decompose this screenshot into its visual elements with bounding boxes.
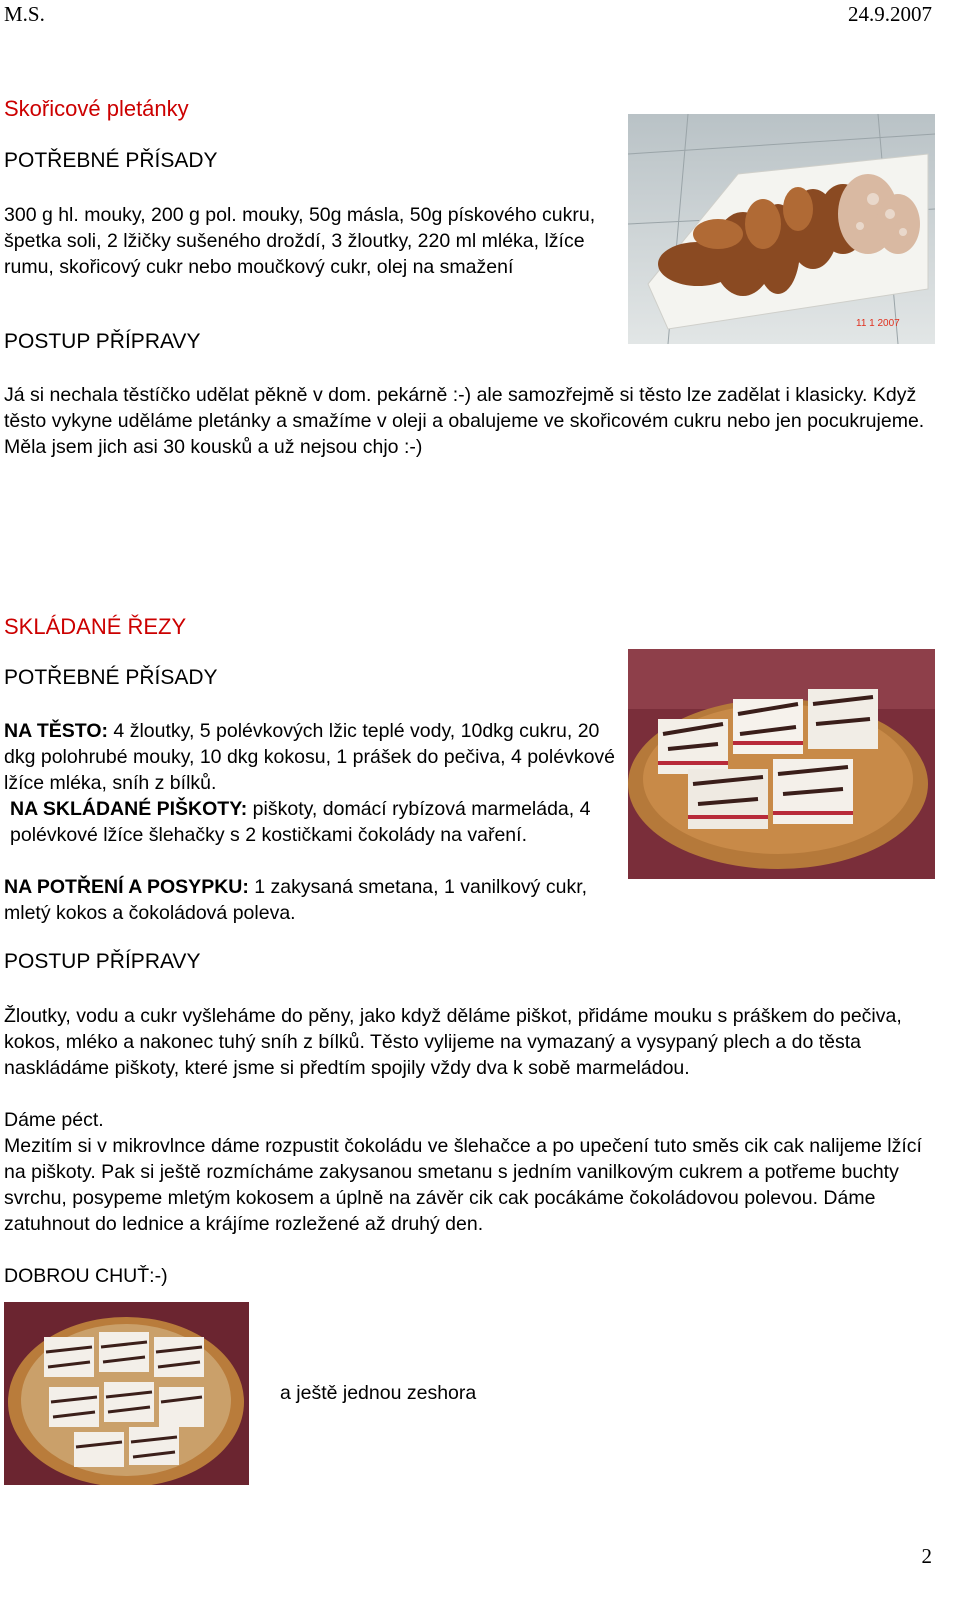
- recipe1-method: Já si nechala těstíčko udělat pěkně v dom. pekárně :-) ale samozřejmě si těsto lze zadělat i klasicky. Když těsto vykyne uděláme pletánky a smažíme v oleji a obalujeme ve skořicovém cukru nebo jen pocukrujeme. Měla jsem jich asi 30 kousků a už nejsou chjo :-): [4, 384, 925, 458]
- page-number: 2: [921, 1544, 932, 1568]
- recipe2-ingredients-topping: [4, 874, 634, 926]
- pastry-photo: [628, 114, 935, 344]
- header-date: 24.9.2007: [848, 2, 932, 26]
- cake-top-photo: [4, 1302, 249, 1485]
- recipe1-ingredients-heading: POTŘEBNÉ PŘÍSADY: [4, 149, 218, 172]
- recipe2-method-3: Mezitím si v mikrovlnce dáme rozpustit čokoládu ve šlehačce a po upečení tuto směs cik cak nalijeme lžící na piškoty. Pak si ještě rozmícháme zakysanou smetanu s jedním vanilkovým cukrem a potřeme buchty svrchu, posypeme mletým kokosem a úplně na závěr cik cak pocákáme čokoládovou polevou. Dáme zatuhnout do lednice a krájíme rozležené až druhý den.: [4, 1135, 922, 1235]
- cake-photo: [628, 649, 935, 879]
- recipe2-ingredients-heading: POTŘEBNÉ PŘÍSADY: [4, 666, 218, 689]
- recipe2-method-heading: POSTUP PŘÍPRAVY: [4, 950, 201, 973]
- recipe1-title: Skořicové pletánky: [4, 96, 189, 121]
- second-photo-caption: a ještě jednou zeshora: [280, 1382, 477, 1404]
- recipe2-ingredients-dough: [4, 718, 624, 796]
- topping-label: NA POTŘENÍ A POSYPKU:: [4, 876, 249, 898]
- layer-text: piškoty, domácí rybízová marmeláda, 4 polévkové lžíce šlehačky s 2 kostičkami čokolády na vaření.: [10, 798, 591, 846]
- topping-text: 1 zakysaná smetana, 1 vanilkový cukr, mletý kokos a čokoládová poleva.: [4, 876, 588, 924]
- layer-label: NA SKLÁDANÉ PIŠKOTY:: [10, 798, 248, 820]
- photo-date-stamp: 11 1 2007: [856, 318, 900, 329]
- dough-label: NA TĚSTO:: [4, 720, 109, 742]
- recipe2-ingredients-layer: [10, 796, 625, 848]
- recipe1-ingredients: 300 g hl. mouky, 200 g pol. mouky, 50g másla, 50g pískového cukru, špetka soli, 2 lžičky sušeného droždí, 3 žloutky, 220 ml mléka, lžíce rumu, skořicový cukr nebo moučkový cukr, olej na smažení: [4, 204, 596, 278]
- recipe2-method-1: Žloutky, vodu a cukr vyšleháme do pěny, jako když děláme piškot, přidáme mouku s práškem do pečiva, kokos, mléko a nakonec tuhý sníh z bílků. Těsto vylijeme na vymazaný a vysypaný plech a do těsta naskládáme piškoty, které jsme si předtím spojily vždy dva k sobě marmeládou.: [4, 1005, 902, 1079]
- recipe2-closing: DOBROU CHUŤ:-): [4, 1265, 168, 1287]
- recipe2-method-2: Dáme péct.: [4, 1109, 104, 1131]
- header-author: M.S.: [4, 2, 45, 26]
- recipe2-title: SKLÁDANÉ ŘEZY: [4, 614, 187, 639]
- dough-text: 4 žloutky, 5 polévkových lžic teplé vody, 10dkg cukru, 20 dkg polohrubé mouky, 10 dkg kokosu, 1 prášek do pečiva, 4 polévkové lžíce mléka, sníh z bílků.: [4, 720, 616, 794]
- recipe1-method-heading: POSTUP PŘÍPRAVY: [4, 330, 201, 353]
